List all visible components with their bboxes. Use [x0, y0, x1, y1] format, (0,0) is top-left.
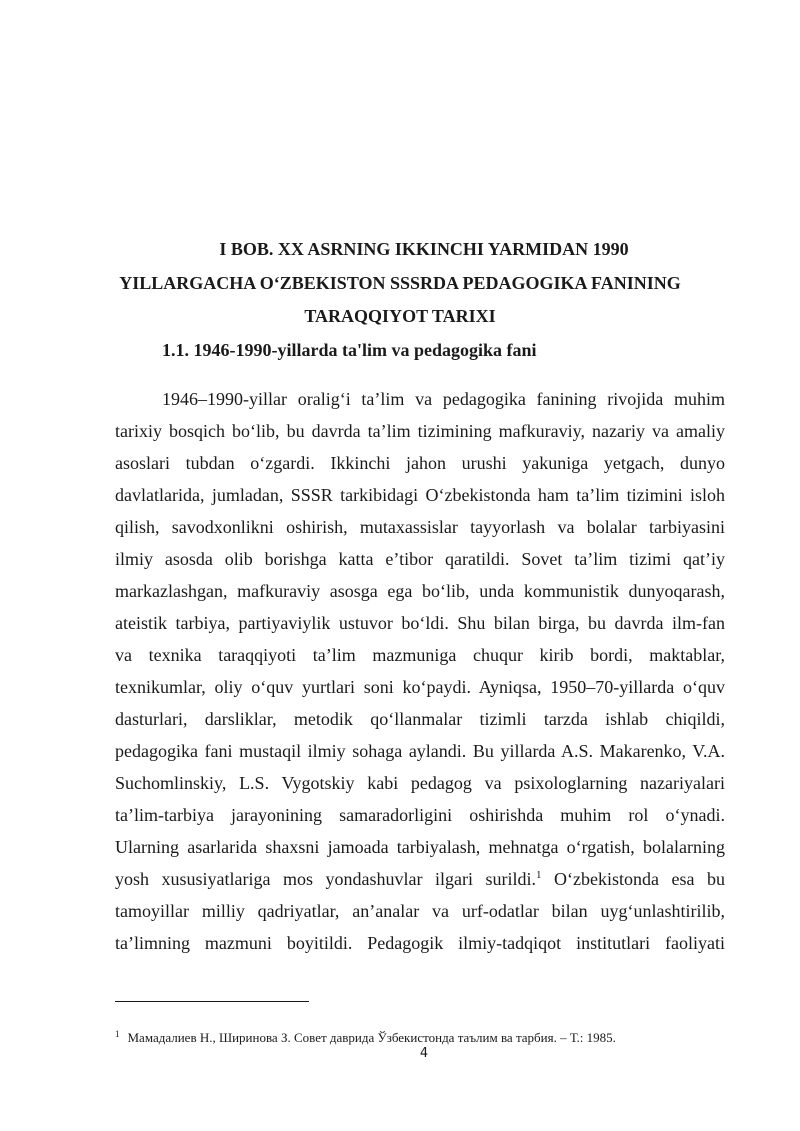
body-line: davlatlarida, jumladan, SSSR tarkibidagi O‘zbekistonda ham ta’lim tizimini isloh	[115, 485, 725, 505]
chapter-heading-line-2: YILLARGACHA O‘ZBEKISTON SSSRDA PEDAGOGIKA FANINING	[119, 273, 681, 293]
body-line: 1946–1990-yillar oralig‘i ta’lim va pedagogika fanining rivojida muhim	[162, 389, 725, 409]
footnote-text: Мамадалиев Н., Ширинова З. Совет даврида Ўзбекистонда таълим ва тарбия. – Т.: 1985.	[127, 1030, 616, 1045]
body-line-text: yosh xususiyatlariga mos yondashuvlar ilgari surildi.	[115, 869, 537, 889]
body-line: tarixiy bosqich bo‘lib, bu davrda ta’lim tizimining mafkuraviy, nazariy va amaliy	[115, 421, 725, 441]
body-line: pedagogika fani mustaqil ilmiy sohaga aylandi. Bu yillarda A.S. Makarenko, V.A.	[115, 741, 725, 761]
body-line: Suchomlinskiy, L.S. Vygotskiy kabi pedagog va psixologlarning nazariyalari	[115, 773, 725, 793]
chapter-heading-line-1: I BOB. XX ASRNING IKKINCHI YARMIDAN 1990	[219, 239, 629, 259]
footnote-separator	[115, 1001, 309, 1002]
footnote-reference[interactable]: 1	[536, 869, 542, 881]
body-line: asoslari tubdan o‘zgardi. Ikkinchi jahon urushi yakuniga yetgach, dunyo	[115, 453, 725, 473]
footnote-marker: 1	[115, 1028, 120, 1039]
chapter-heading-line-3: TARAQQIYOT TARIXI	[304, 306, 496, 326]
page-number: 4	[419, 1046, 429, 1061]
body-line: qilish, savodxonlikni oshirish, mutaxassislar tayyorlash va bolalar tarbiyasini	[115, 517, 725, 537]
body-line: texnikumlar, oliy o‘quv yurtlari soni ko‘paydi. Ayniqsa, 1950–70-yillarda o‘quv	[115, 677, 725, 697]
body-line-text-tail: O‘zbekistonda esa bu	[541, 869, 726, 889]
body-line: ateistik tarbiya, partiyaviylik ustuvor bo‘ldi. Shu bilan birga, bu davrda ilm-fan	[115, 613, 725, 633]
section-heading: 1.1. 1946-1990-yillarda ta'lim va pedagogika fani	[162, 340, 537, 360]
body-line: ilmiy asosda olib borishga katta e’tibor qaratildi. Sovet ta’lim tizimi qat’iy	[115, 549, 725, 569]
body-line: va texnika taraqqiyoti ta’lim mazmuniga chuqur kirib bordi, maktablar,	[115, 645, 725, 665]
body-line	[115, 863, 725, 895]
body-line: ta’limning mazmuni boyitildi. Pedagogik ilmiy-tadqiqot institutlari faoliyati	[115, 933, 725, 953]
body-line: tamoyillar milliy qadriyatlar, an’analar va urf-odatlar bilan uyg‘unlashtirilib,	[115, 901, 725, 921]
body-line: markazlashgan, mafkuraviy asosga ega bo‘lib, unda kommunistik dunyoqarash,	[115, 581, 725, 601]
body-line: ta’lim-tarbiya jarayonining samaradorligini oshirishda muhim rol o‘ynadi.	[115, 805, 725, 825]
body-line: Ularning asarlarida shaxsni jamoada tarbiyalash, mehnatga o‘rgatish, bolalarning	[115, 837, 725, 857]
body-line: dasturlari, darsliklar, metodik qo‘llanmalar tizimli tarzda ishlab chiqildi,	[115, 709, 725, 729]
footnote	[115, 1029, 616, 1047]
